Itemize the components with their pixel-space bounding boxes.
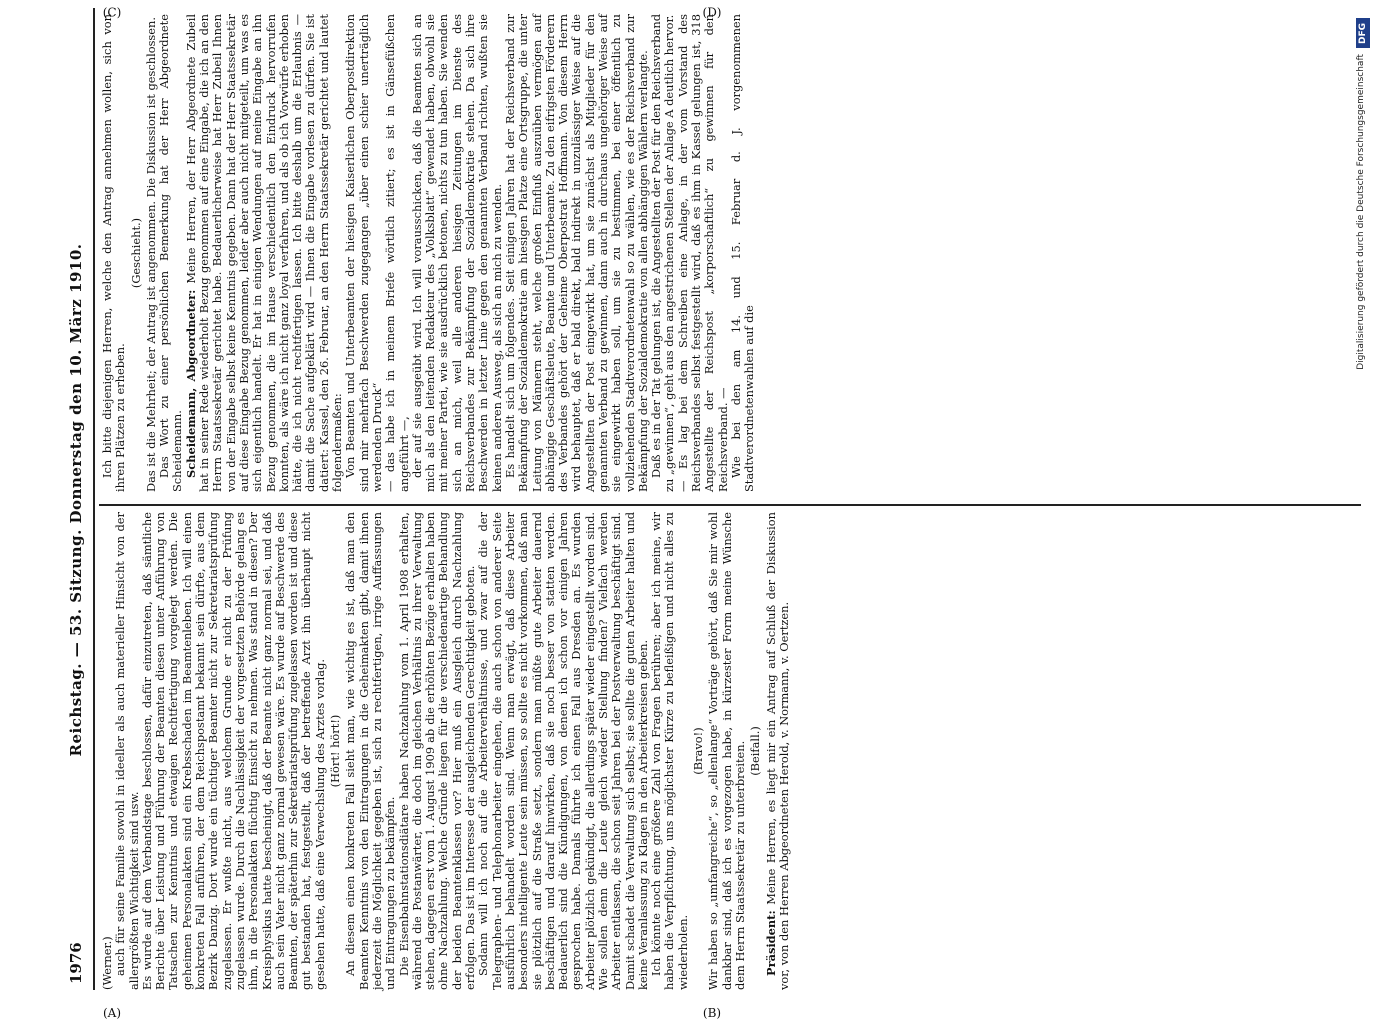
paragraph: auch für seine Familie sowohl in ideeller als auch materieller Hinsicht von der allergrößten Wichtigkeit sind usw. [113,512,141,990]
left-column [101,512,791,990]
paragraph: (Geschieht.) [128,217,143,289]
paragraph: Sodann will ich noch auf die Arbeiterverhältnisse, und zwar auf die der Telegraphen- und Telephonarbeiter eingehen, die auch schon von anderer Seite ausführlich behandelt worden sind. Wenn man erwägt, daß diese Arbeiter besonders intelligente Leute sein müssen, so sollte es nicht vorkommen, daß man sie plötzlich auf die Straße setzt, sondern man müßte gute Arbeiter dauernd beschäftigen und darauf hinwirken, daß sie noch besser von statten werden. Bedauerlich sind die Kündigungen, von denen ich schon vor einigen Jahren gesprochen habe. Damals führte ich einen Fall aus Dresden an. Es wurden Arbeiter plötzlich gekündigt, die allerdings später wieder eingestellt worden sind. Wie sollen denn die Leute gleich wieder Stellung finden? Vielfach werden Arbeiter entlassen, die schon seit Jahren bei der Postverwaltung beschäftigt sind. Damit schadet die Verwaltung sich selbst; sie sollte die guten Arbeiter halten und keine Veranlassung zu Klagen in den Arbeiterkreisen geben. [476,512,650,990]
rotated-page [65,0,1365,1020]
digitization-credit [1354,10,1383,990]
paragraph: Wie bei den am 14. und 15. Februar d. J. vorgenommenen Stadtverordnetenwahlen auf die [728,14,757,492]
paragraph: Scheidemann, Abgeordneter: Meine Herren, der Herr Abgeordnete Zubeil hat in seiner Rede wiederholt Bezug genommen auf eine Eingabe, die ich an den Herrn Staatssekretär gerichtet habe. Bedauerlicherweise hat Herr Zubeil Ihnen von der Eingabe selbst keine Kenntnis gegeben. Dann hat der Herr Staatssekretär auf diese Eingabe Bezug genommen, leider aber auch nicht mitgeteilt, um was es sich eigentlich handelt. Er hat in einigen Wendungen auf meine Eingabe an ihn Bezug genommen, die im Hause verschiedentlich den Eindruck hervorrufen konnten, als wäre ich nicht ganz loyal verfahren, und als ob ich Vorwürfe erhoben hätte, die ich nicht rechtfertigen lassen. Ich bitte deshalb um die Erlaubnis — damit die Sache aufgeklärt wird — Ihnen die Eingabe vorlesen zu dürfen. Sie ist datiert: Kassel, den 26. Februar, an den Herrn Staatssekretär gerichtet und lautet folgendermaßen: [183,14,345,492]
paragraph: Ich könnte noch eine größere Zahl von Fragen berühren; aber ich meine, wir haben die Verpflichtung, uns möglichster Kürze zu befleißigen und nicht alles zu wiederholen. [649,512,690,990]
header-rule [93,8,95,990]
paragraph: — das habe ich in meinem Briefe wörtlich zitiert; es ist in Gänsefüßchen angeführt —, [383,14,411,492]
paragraph: Präsident: Meine Herren, es liegt mir ein Antrag auf Schluß der Diskussion vor, von den Herren Abgeordneten Herold, v. Normann, v. Oertzen. [763,512,791,990]
page-number: 1976 [67,942,85,984]
paragraph: der auf sie ausgeübt wird. Ich will vorausschicken, daß die Beamten sich an mich als den leitenden Redakteur des „Volksblatt“ gewendet haben, obwohl sie mit meiner Partei, wie sie ausdrücklich betonen, nichts zu tun haben. Sie wenden sich an mich, weil alle anderen hiesigen Zeitungen im Dienste des Reichsverbandes zur Bekämpfung der Sozialdemokratie stehen. Da sich ihre Beschwerden in letzter Linie gegen den genannten Verband richten, wußten sie keinen anderen Ausweg, als sich an mich zu wenden. [409,14,504,492]
paragraph: Wir haben so „umfangreiche“, so „ellenlange“ Vorträge gehört, daß Sie mir wohl dankbar sind, daß ich es vorgezogen habe, in kürzester Form meine Wünsche dem Herrn Staatssekretär zu unterbreiten. [706,512,747,990]
paragraph: An diesem einen konkreten Fall sieht man, wie wichtig es ist, daß man den Beamten Kenntnis von den Eintragungen in die Geheimakten gibt, damit ihnen jederzeit die Möglichkeit gegeben ist, sich zu rechtfertigen, irrige Auffassungen und Eintragungen zu bekämpfen. [343,512,398,990]
paragraph: (Beifall.) [748,726,763,776]
paragraph: (Werner.) [100,936,114,990]
paragraph: (Hört! hört!) [328,714,343,788]
paragraph: Das Wort zu einer persönlichen Bemerkung hat der Herr Abgeordnete Scheidemann. [157,14,185,492]
margin-mark-a: (A) [102,1005,122,1020]
paragraph: Ich bitte diejenigen Herren, welche den Antrag annehmen wollen, sich von ihren Plätzen zu erheben. [100,14,128,492]
page-header [65,0,89,1000]
margin-mark-b: (B) [702,1005,722,1020]
dfg-credit-text: Digitalisierung gefördert durch die Deutsche Forschungsgemeinschaft [1356,54,1366,370]
dfg-logo: DFG [1356,18,1370,48]
paragraph: Es handelt sich um folgendes. Seit einigen Jahren hat der Reichsverband zur Bekämpfung der Sozialdemokratie am hiesigen Platze eine Ortsgruppe, die unter Leitung von Männern steht, welche großen Einfluß auszuüben vermögen auf abhängige Geschäftsleute, Beamte und Unterbeamte. Zu den eifrigsten Förderern des Verbandes gehört der Geheime Oberpostrat Hoffmann. Von diesem Herrn wird behauptet, daß er bald direkt, bald indirekt in unzulässiger Weise auf die Angestellten der Post eingewirkt hat, um sie zunächst als Mitglieder für den genannten Verband zu gewinnen, dann auch in durchaus ungehöriger Weise auf sie eingewirkt haben soll, um sie zu bestimmen, bei einer öffentlich zu vollziehenden Stadtverordnetenwahl so zu wählen, wie es der Reichsverband zur Bekämpfung der Sozialdemokratie von allen abhängigen Wählern verlangte. [502,14,650,492]
column-divider [99,504,1361,506]
paragraph: (Bravo!) [691,727,706,775]
margin-mark-c: (C) [102,5,122,20]
paragraph: Daß es in der Tat gelungen ist, die Angestellten der Post für den Reichsverband zu „gewinnen“, geht aus den angestrichenen Stellen der Anlage A deutlich hervor. [649,14,677,492]
paragraph: Das ist die Mehrheit; der Antrag ist angenommen. Die Diskussion ist geschlossen. [143,17,158,492]
paragraph: Von Beamten und Unterbeamten der hiesigen Kaiserlichen Oberpostdirektion sind mir mehrfach Beschwerden zugegangen „über einen schier unerträglich werdenden Druck“ [343,14,384,492]
right-column [101,14,757,492]
paragraph: — Es lag bei dem Schreiben eine Anlage, in der vom Vorstand des Reichsverbandes selbst festgestellt wird, daß es ihm in Kassel gelungen ist, 318 Angestellte der Reichspost „korporschaftlich“ zu gewinnen für den Reichsverband. — [675,14,730,492]
paragraph: Die Eisenbahnstationsdiätare haben Nachzahlung vom 1. April 1908 erhalten, während die Postanwärter, die doch im gleichen Verhältnis zu ihrer Verwaltung stehen, dagegen erst vom 1. August 1909 ab die erhöhten Bezüge erhalten haben ohne Nachzahlung. Welche Gründe liegen für die verschiedenartige Behandlung der beiden Beamtenklassen vor? Hier muß ein Ausgleich durch Nachzahlung erfolgen. Das ist im Interesse der ausgleichenden Gerechtigkeit geboten. [396,512,478,990]
paragraph: Es wurde auf dem Verbandstage beschlossen, dafür einzutreten, daß sämtliche Berichte über Leistung und Führung der Beamten diesen unter Anführung von Tatsachen zur Kenntnis und etwaigen Rechtfertigung vorgelegt werden. Die geheimen Personalakten sind ein Krebsschaden im Beamtenleben. Ich will einen konkreten Fall anführen, der dem Reichspostamt bekannt sein dürfte, aus dem Bezirk Danzig. Dort wurde ein tüchtiger Beamter nicht zur Sekretariatsprüfung zugelassen. Er wußte nicht, aus welchem Grunde er nicht zu der Prüfung zugelassen wurde. Durch die Nachlässigkeit der vorgesetzten Behörde gelang es ihm, in die Personalakten flüchtig Einsicht zu nehmen. Was stand in diesen? Der Kreisphysikus hatte bescheinigt, daß der Beamte nicht ganz normal sei, und daß auch sein Vater nicht ganz normal gewesen wäre. Es wurde auf Beschwerde des Beamten, der späterhin zur Sekretariatsprüfung zugelassen worden ist und diese gut bestanden hat, festgestellt, daß der betreffende Arzt ihn überhaupt nicht gesehen hatte, daß eine Verwechslung des Arztes vorlag. [139,512,327,990]
page-title: Reichstag. — 53. Sitzung. Donnerstag den 10. März 1910. [67,243,85,757]
margin-mark-d: (D) [702,5,722,20]
